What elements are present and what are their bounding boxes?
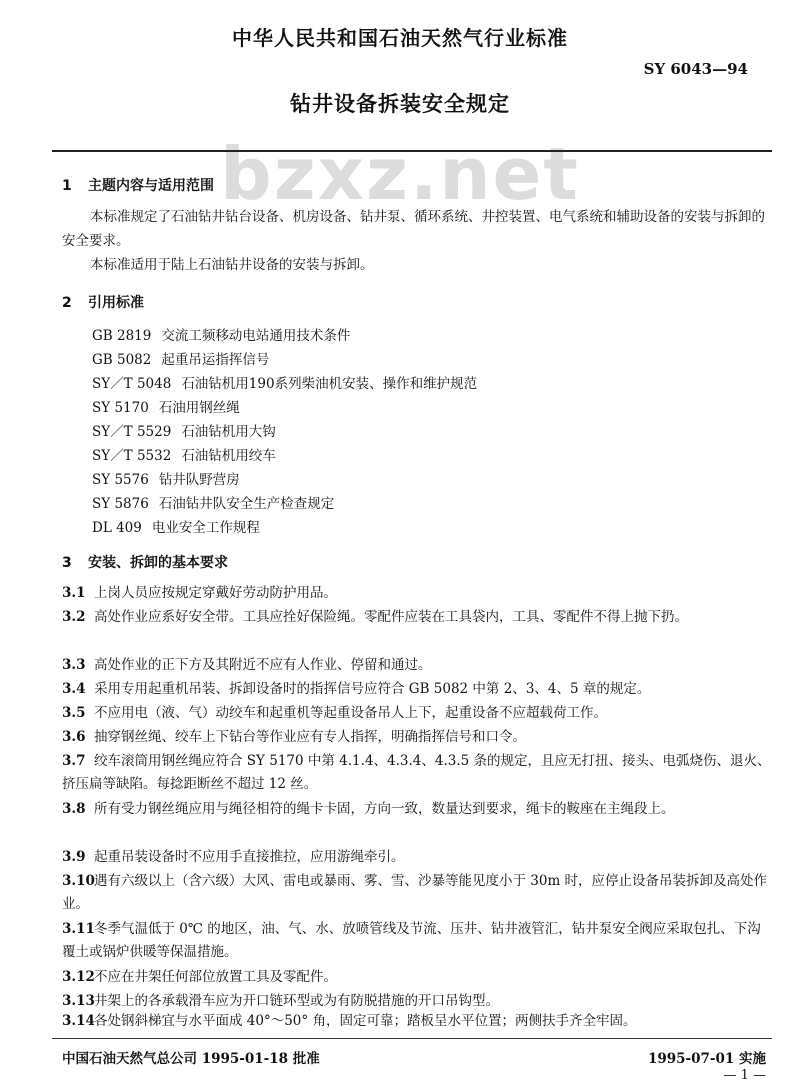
- clause: [62, 750, 774, 795]
- clause-text: 井架上的各承载滑车应为开口链环型或为有防脱措施的开口吊钩型。: [94, 993, 499, 1009]
- clause-number: 3.14: [62, 1013, 95, 1029]
- reference-code: DL 409: [92, 520, 142, 536]
- reference-item: [92, 396, 240, 416]
- reference-item: [92, 324, 350, 344]
- org-title: 中华人民共和国石油天然气行业标准: [232, 26, 568, 50]
- clause-text: 抽穿钢丝绳、绞车上下钻台等作业应有专人指挥，明确指挥信号和口令。: [94, 729, 526, 745]
- reference-name: 石油用钢丝绳: [158, 400, 240, 416]
- clause-number: 3.5: [62, 705, 86, 721]
- page-number: — 1 —: [723, 1068, 766, 1083]
- reference-code: GB 2819: [92, 328, 152, 344]
- clause-number: 3.11: [62, 921, 95, 937]
- reference-item: [92, 348, 269, 368]
- footer-rule: [52, 1038, 772, 1039]
- section-number: 3: [62, 555, 72, 571]
- clause-number: 3.1: [62, 585, 86, 601]
- clause-number: 3.2: [62, 609, 86, 625]
- reference-item: [92, 516, 260, 536]
- reference-item: [92, 372, 477, 392]
- section-1-heading: [62, 175, 214, 195]
- clause: [62, 678, 774, 701]
- clause-text: 不应用电（液、气）动绞车和起重机等起重设备吊人上下，起重设备不应超载荷工作。: [94, 705, 607, 721]
- clause: [62, 654, 774, 677]
- section-number: 2: [62, 295, 72, 311]
- clause-number: 3.7: [62, 753, 86, 769]
- clause-text: 各处钢斜梯宜与水平面成 40°～50° 角，固定可靠；踏板呈水平位置；两侧扶手齐全牢固。: [94, 1013, 637, 1029]
- document-title: 钻井设备拆装安全规定: [290, 92, 510, 116]
- reference-code: GB 5082: [92, 352, 152, 368]
- clause-text: 不应在井架任何部位放置工具及零配件。: [94, 969, 337, 985]
- reference-item: [92, 444, 276, 464]
- reference-code: SY 5170: [92, 400, 149, 416]
- header-rule: [52, 150, 772, 152]
- reference-name: 起重吊运指挥信号: [161, 352, 270, 368]
- clause-text: 上岗人员应按规定穿戴好劳动防护用品。: [94, 585, 337, 601]
- clause: [62, 846, 774, 869]
- reference-name: 石油钻机用190系列柴油机安装、操作和维护规范: [181, 376, 478, 392]
- clause-number: 3.8: [62, 801, 86, 817]
- clause-number: 3.10: [62, 873, 95, 889]
- reference-name: 钻井队野营房: [158, 472, 240, 488]
- reference-code: SY／T 5529: [92, 424, 172, 440]
- clause-text: 遇有六级以上（含六级）大风、雷电或暴雨、雾、雪、沙暴等能见度小于 30m 时，应停止设备吊装拆卸及高处作业。: [62, 873, 768, 912]
- section-title: 引用标准: [88, 295, 144, 311]
- clause-number: 3.6: [62, 729, 86, 745]
- reference-code: SY 5576: [92, 472, 149, 488]
- reference-item: [92, 468, 240, 488]
- clause-number: 3.12: [62, 969, 95, 985]
- effective-date: 1995-07-01 实施: [647, 1051, 766, 1067]
- clause-number: 3.3: [62, 657, 86, 673]
- clause-text: 高处作业的正下方及其附近不应有人作业、停留和通过。: [94, 657, 432, 673]
- reference-code: SY／T 5532: [92, 448, 172, 464]
- section-title: 主题内容与适用范围: [88, 178, 214, 194]
- reference-item: [92, 492, 334, 512]
- clause: [62, 702, 774, 725]
- reference-name: 石油钻机用大钩: [181, 424, 276, 440]
- clause-number: 3.4: [62, 681, 86, 697]
- approval-note: 中国石油天然气总公司 1995-01-18 批准: [62, 1051, 320, 1067]
- reference-code: SY／T 5048: [92, 376, 172, 392]
- clause: [62, 870, 774, 915]
- reference-item: [92, 420, 276, 440]
- reference-code: SY 5876: [92, 496, 149, 512]
- clause-text: 高处作业应系好安全带。工具应拴好保险绳。零配件应装在工具袋内，工具、零配件不得上抛下扔。: [94, 609, 688, 625]
- standard-number: SY 6043—94: [643, 60, 748, 78]
- section-1-paragraph: 本标准适用于陆上石油钻井设备的安装与拆卸。: [90, 257, 374, 273]
- reference-name: 石油钻井队安全生产检查规定: [158, 496, 335, 512]
- section-title: 安装、拆卸的基本要求: [88, 555, 228, 571]
- clause-text: 起重吊装设备时不应用手直接推拉，应用游绳牵引。: [94, 849, 405, 865]
- clause: [62, 726, 774, 749]
- section-1-paragraph: 本标准规定了石油钻井钻台设备、机房设备、钻井泵、循环系统、井控装置、电气系统和辅助设备的安装与拆卸的安全要求。: [62, 209, 765, 249]
- clause: [62, 798, 774, 821]
- clause: [62, 966, 774, 989]
- clause: [62, 918, 774, 963]
- clause: [62, 1010, 774, 1033]
- clause-number: 3.13: [62, 993, 95, 1009]
- reference-name: 石油钻机用绞车: [181, 448, 276, 464]
- clause-text: 所有受力钢丝绳应用与绳径相符的绳卡卡固，方向一致，数量达到要求，绳卡的鞍座在主绳段上。: [94, 801, 675, 817]
- clause-number: 3.9: [62, 849, 86, 865]
- watermark: bzxz.net: [220, 132, 580, 216]
- clause-text: 冬季气温低于 0℃ 的地区，油、气、水、放喷管线及节流、压井、钻井液管汇，钻井泵安全阀应采取包扎、下沟覆土或锅炉供暖等保温措施。: [62, 921, 761, 960]
- reference-name: 交流工频移动电站通用技术条件: [161, 328, 351, 344]
- clause: [62, 582, 774, 605]
- section-2-heading: [62, 292, 144, 312]
- clause: [62, 606, 774, 629]
- section-number: 1: [62, 178, 72, 194]
- clause-text: 绞车滚筒用钢丝绳应符合 SY 5170 中第 4.1.4、4.3.4、4.3.5 条的规定，且应无打扭、接头、电弧烧伤、退火、挤压扁等缺陷。每捻距断丝不超过 12 丝。: [62, 753, 771, 792]
- clause-text: 采用专用起重机吊装、拆卸设备时的指挥信号应符合 GB 5082 中第 2、3、4、5 章的规定。: [94, 681, 651, 697]
- reference-name: 电业安全工作规程: [151, 520, 260, 536]
- section-3-heading: [62, 552, 228, 572]
